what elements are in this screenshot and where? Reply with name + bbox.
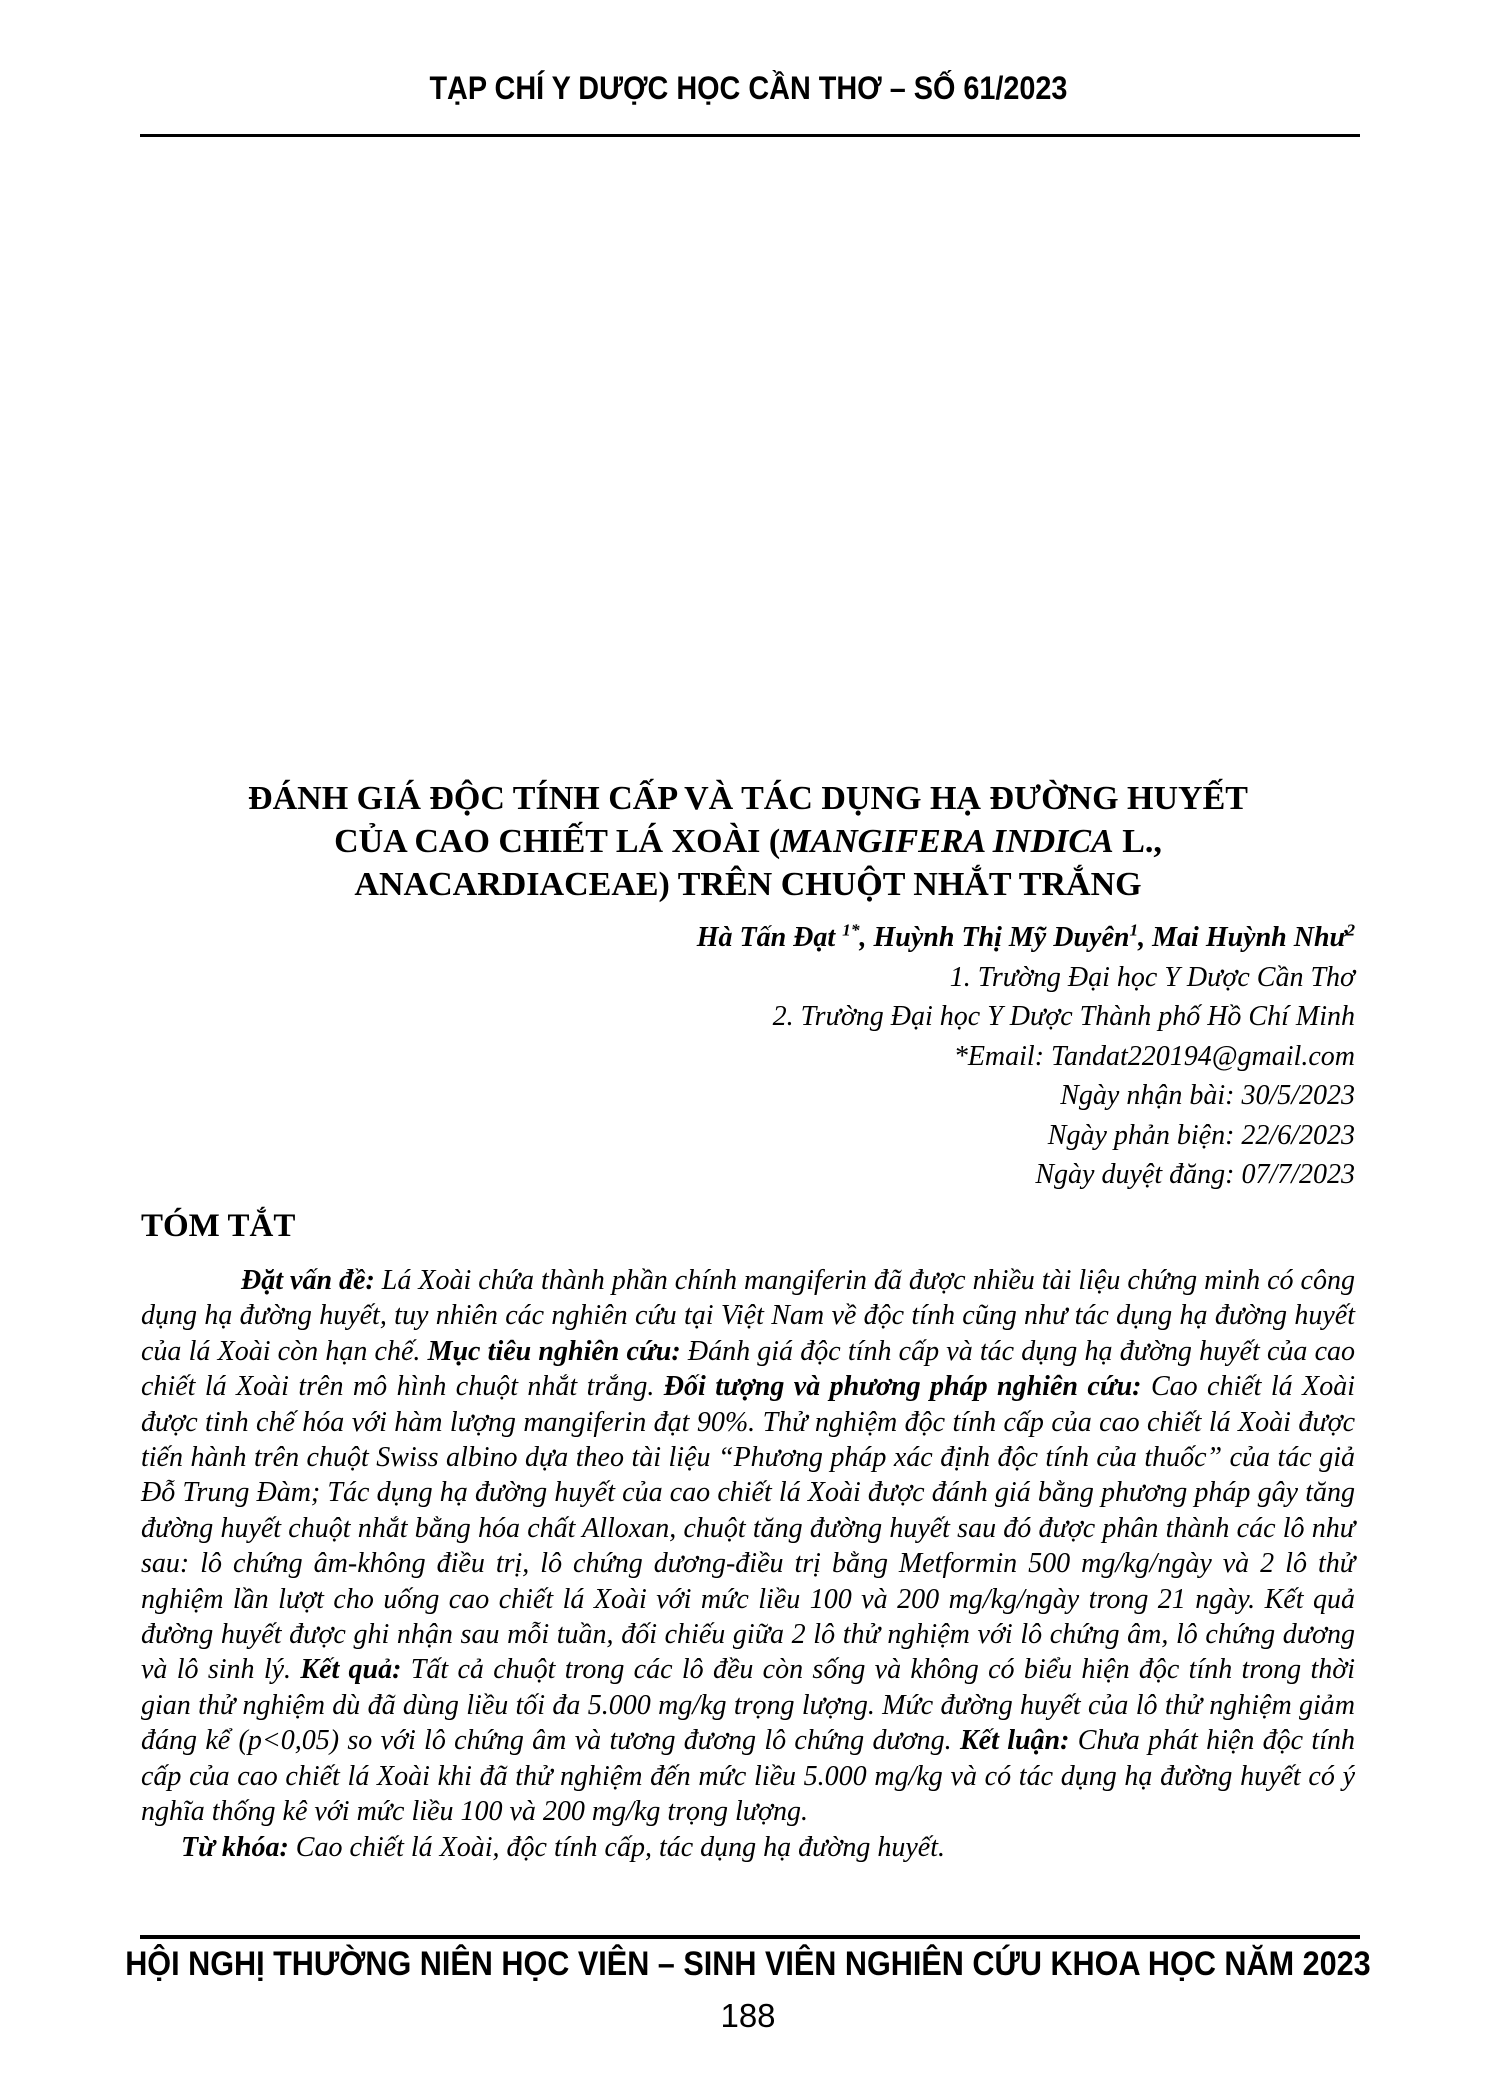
article-meta	[300, 918, 1355, 1195]
footer-conference-text: HỘI NGHỊ THƯỜNG NIÊN HỌC VIÊN – SINH VIÊN NGHIÊN CỨU KHOA HỌC NĂM 2023	[125, 1945, 1371, 1983]
article-title-line1: ĐÁNH GIÁ ĐỘC TÍNH CẤP VÀ TÁC DỤNG HẠ ĐƯỜNG HUYẾT	[248, 780, 1248, 817]
abstract-heading: TÓM TẮT	[141, 1208, 296, 1244]
email-line: *Email: Tandat220194@gmail.com	[953, 1040, 1355, 1072]
journal-header-text: TẠP CHÍ Y DƯỢC HỌC CẦN THƠ – SỐ 61/2023	[428, 70, 1067, 106]
article-title-line2: CỦA CAO CHIẾT LÁ XOÀI (MANGIFERA INDICA L.,	[334, 823, 1162, 860]
abstract-keywords: Từ khóa: Cao chiết lá Xoài, độc tính cấp, tác dụng hạ đường huyết.	[181, 1831, 946, 1863]
article-title-line3: ANACARDIACEAE) TRÊN CHUỘT NHẮT TRẮNG	[354, 866, 1142, 903]
affiliation-1: 1. Trường Đại học Y Dược Cần Thơ	[949, 961, 1355, 993]
page-number: 188	[720, 1997, 776, 2034]
journal-header-line	[0, 68, 1496, 108]
date-accepted: Ngày duyệt đăng: 07/7/2023	[1035, 1159, 1355, 1190]
abstract-body: Đặt vấn đề: Lá Xoài chứa thành phần chính mangiferin đã được nhiều tài liệu chứng minh có công dụng hạ đường huyết, tuy nhiên các nghiên cứu tại Việt Nam về độc tính cũng như tác dụng hạ đường huyết của lá Xoài còn hạn chế. Mục tiêu nghiên cứu: Đánh giá độc tính cấp và tác dụng hạ đường huyết của cao chiết lá Xoài trên mô hình chuột nhắt trắng. Đối tượng và phương pháp nghiên cứu: Cao chiết lá Xoài được tinh chế hóa với hàm lượng mangiferin đạt 90%. Thử nghiệm độc tính cấp của cao chiết lá Xoài được tiến hành trên chuột Swiss albino dựa theo tài liệu “Phương pháp xác định độc tính của thuốc” của tác giả Đỗ Trung Đàm; Tác dụng hạ đường huyết của cao chiết lá Xoài được đánh giá bằng phương pháp gây tăng đường huyết chuột nhắt bằng hóa chất Alloxan, chuột tăng đường huyết sau đó được phân thành các lô như sau: lô chứng âm-không điều trị, lô chứng dương-điều trị bằng Metformin 500 mg/kg/ngày và 2 lô thử nghiệm lần lượt cho uống cao chiết lá Xoài với mức liều 100 và 200 mg/kg/ngày trong 21 ngày. Kết quả đường huyết được ghi nhận sau mỗi tuần, đối chiếu giữa 2 lô thử nghiệm với lô chứng âm, lô chứng dương và lô sinh lý. Kết quả: Tất cả chuột trong các lô đều còn sống và không có biểu hiện độc tính trong thời gian thử nghiệm dù đã dùng liều tối đa 5.000 mg/kg trọng lượng. Mức đường huyết của lô thử nghiệm giảm đáng kể (p<0,05) so với lô chứng âm và tương đương lô chứng dương. Kết luận: Chưa phát hiện độc tính cấp của cao chiết lá Xoài khi đã thử nghiệm đến mức liều 5.000 mg/kg và có tác dụng hạ đường huyết có ý nghĩa thống kê với mức liều 100 và 200 mg/kg trọng lượng.	[141, 1265, 1355, 1828]
article-title	[110, 777, 1386, 906]
footer-rule	[140, 1935, 1360, 1939]
date-received: Ngày nhận bài: 30/5/2023	[1060, 1080, 1355, 1111]
abstract-section	[141, 1263, 1355, 1865]
affiliation-2: 2. Trường Đại học Y Dược Thành phố Hồ Chí Minh	[772, 1001, 1355, 1032]
header-rule	[140, 134, 1360, 137]
footer-conference-line	[0, 1943, 1496, 1985]
date-reviewed: Ngày phản biện: 22/6/2023	[1047, 1119, 1355, 1151]
authors-line: Hà Tấn Đạt $^{1*}$, Huỳnh Thị Mỹ Duyên$^1$, Mai Huỳnh Như$^2$	[696, 920, 1355, 953]
